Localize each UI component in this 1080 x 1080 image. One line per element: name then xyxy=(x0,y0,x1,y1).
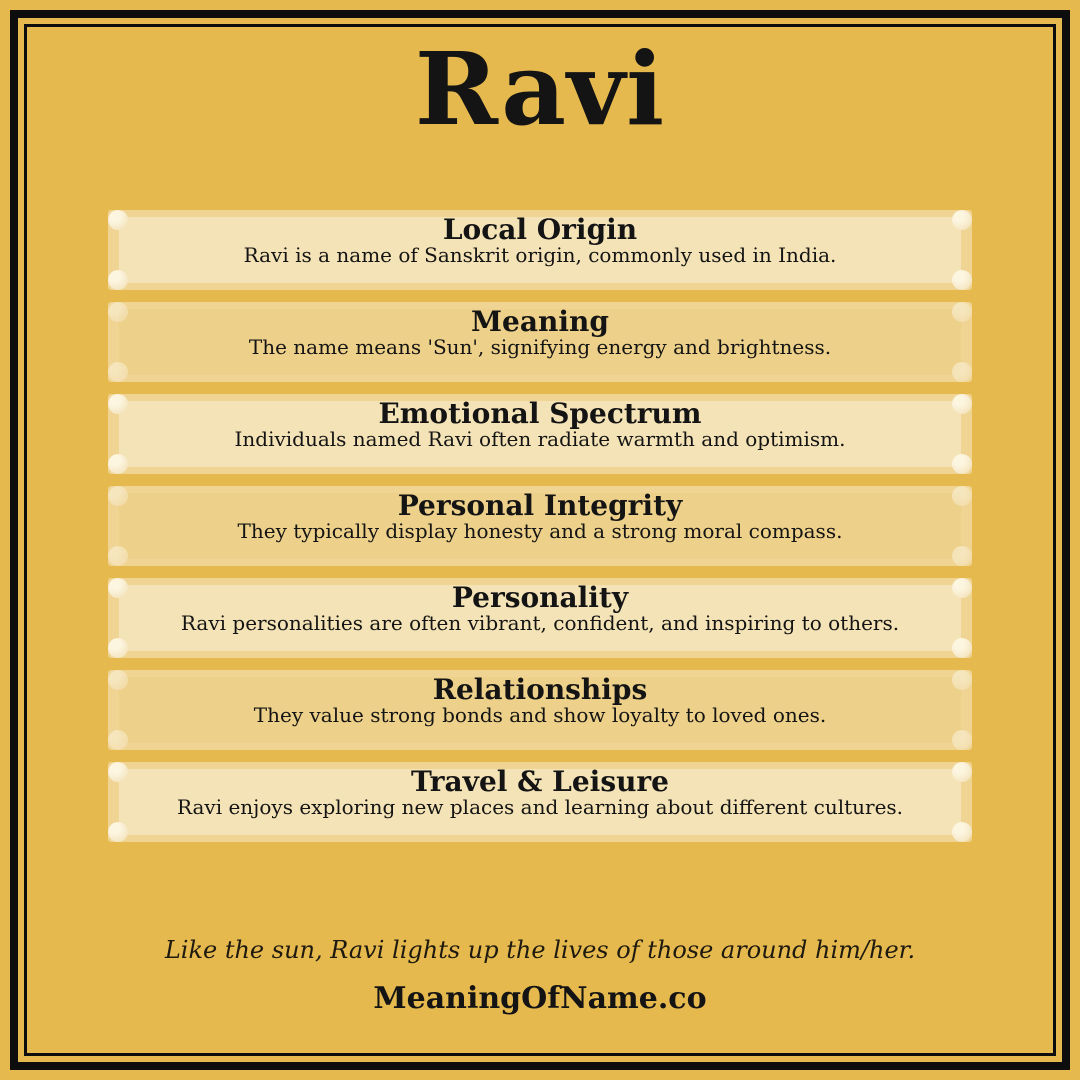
corner-dot-bottom-left xyxy=(108,270,128,290)
corner-dot-bottom-left xyxy=(108,730,128,750)
section-card xyxy=(108,302,972,382)
section-card xyxy=(108,578,972,658)
corner-dot-bottom-right xyxy=(952,270,972,290)
tagline-quote: Like the sun, Ravi lights up the lives of those around him/her. xyxy=(164,936,916,964)
section-text: Ravi personalities are often vibrant, confident, and inspiring to others. xyxy=(180,611,900,636)
section-text: The name means 'Sun', signifying energy and brightness. xyxy=(248,335,832,360)
section-heading: Emotional Spectrum xyxy=(378,397,702,430)
corner-dot-bottom-right xyxy=(952,730,972,750)
section-text: Individuals named Ravi often radiate warmth and optimism. xyxy=(234,427,846,452)
section-heading: Meaning xyxy=(471,305,609,338)
section-heading: Local Origin xyxy=(442,213,638,246)
section-card xyxy=(108,486,972,566)
site-name: MeaningOfName.co xyxy=(373,981,707,1016)
corner-dot-bottom-left xyxy=(108,454,128,474)
section-text: Ravi enjoys exploring new places and learning about different cultures. xyxy=(176,795,904,820)
corner-dot-bottom-left xyxy=(108,638,128,658)
section-text: They typically display honesty and a strong moral compass. xyxy=(237,519,843,544)
section-text: Ravi is a name of Sanskrit origin, commonly used in India. xyxy=(243,243,837,268)
section-heading: Personality xyxy=(451,581,629,614)
corner-dot-bottom-right xyxy=(952,822,972,842)
corner-dot-bottom-right xyxy=(952,546,972,566)
corner-dot-bottom-right xyxy=(952,454,972,474)
section-card xyxy=(108,762,972,842)
name-title: Ravi xyxy=(414,30,666,148)
section-heading: Personal Integrity xyxy=(397,489,683,522)
section-heading: Relationships xyxy=(432,673,648,706)
corner-dot-bottom-left xyxy=(108,362,128,382)
section-heading: Travel & Leisure xyxy=(410,765,669,798)
corner-dot-bottom-right xyxy=(952,362,972,382)
corner-dot-bottom-right xyxy=(952,638,972,658)
sections-list xyxy=(108,210,972,854)
section-card xyxy=(108,394,972,474)
section-card xyxy=(108,670,972,750)
corner-dot-bottom-left xyxy=(108,546,128,566)
section-text: They value strong bonds and show loyalty to loved ones. xyxy=(253,703,827,728)
corner-dot-bottom-left xyxy=(108,822,128,842)
section-card xyxy=(108,210,972,290)
